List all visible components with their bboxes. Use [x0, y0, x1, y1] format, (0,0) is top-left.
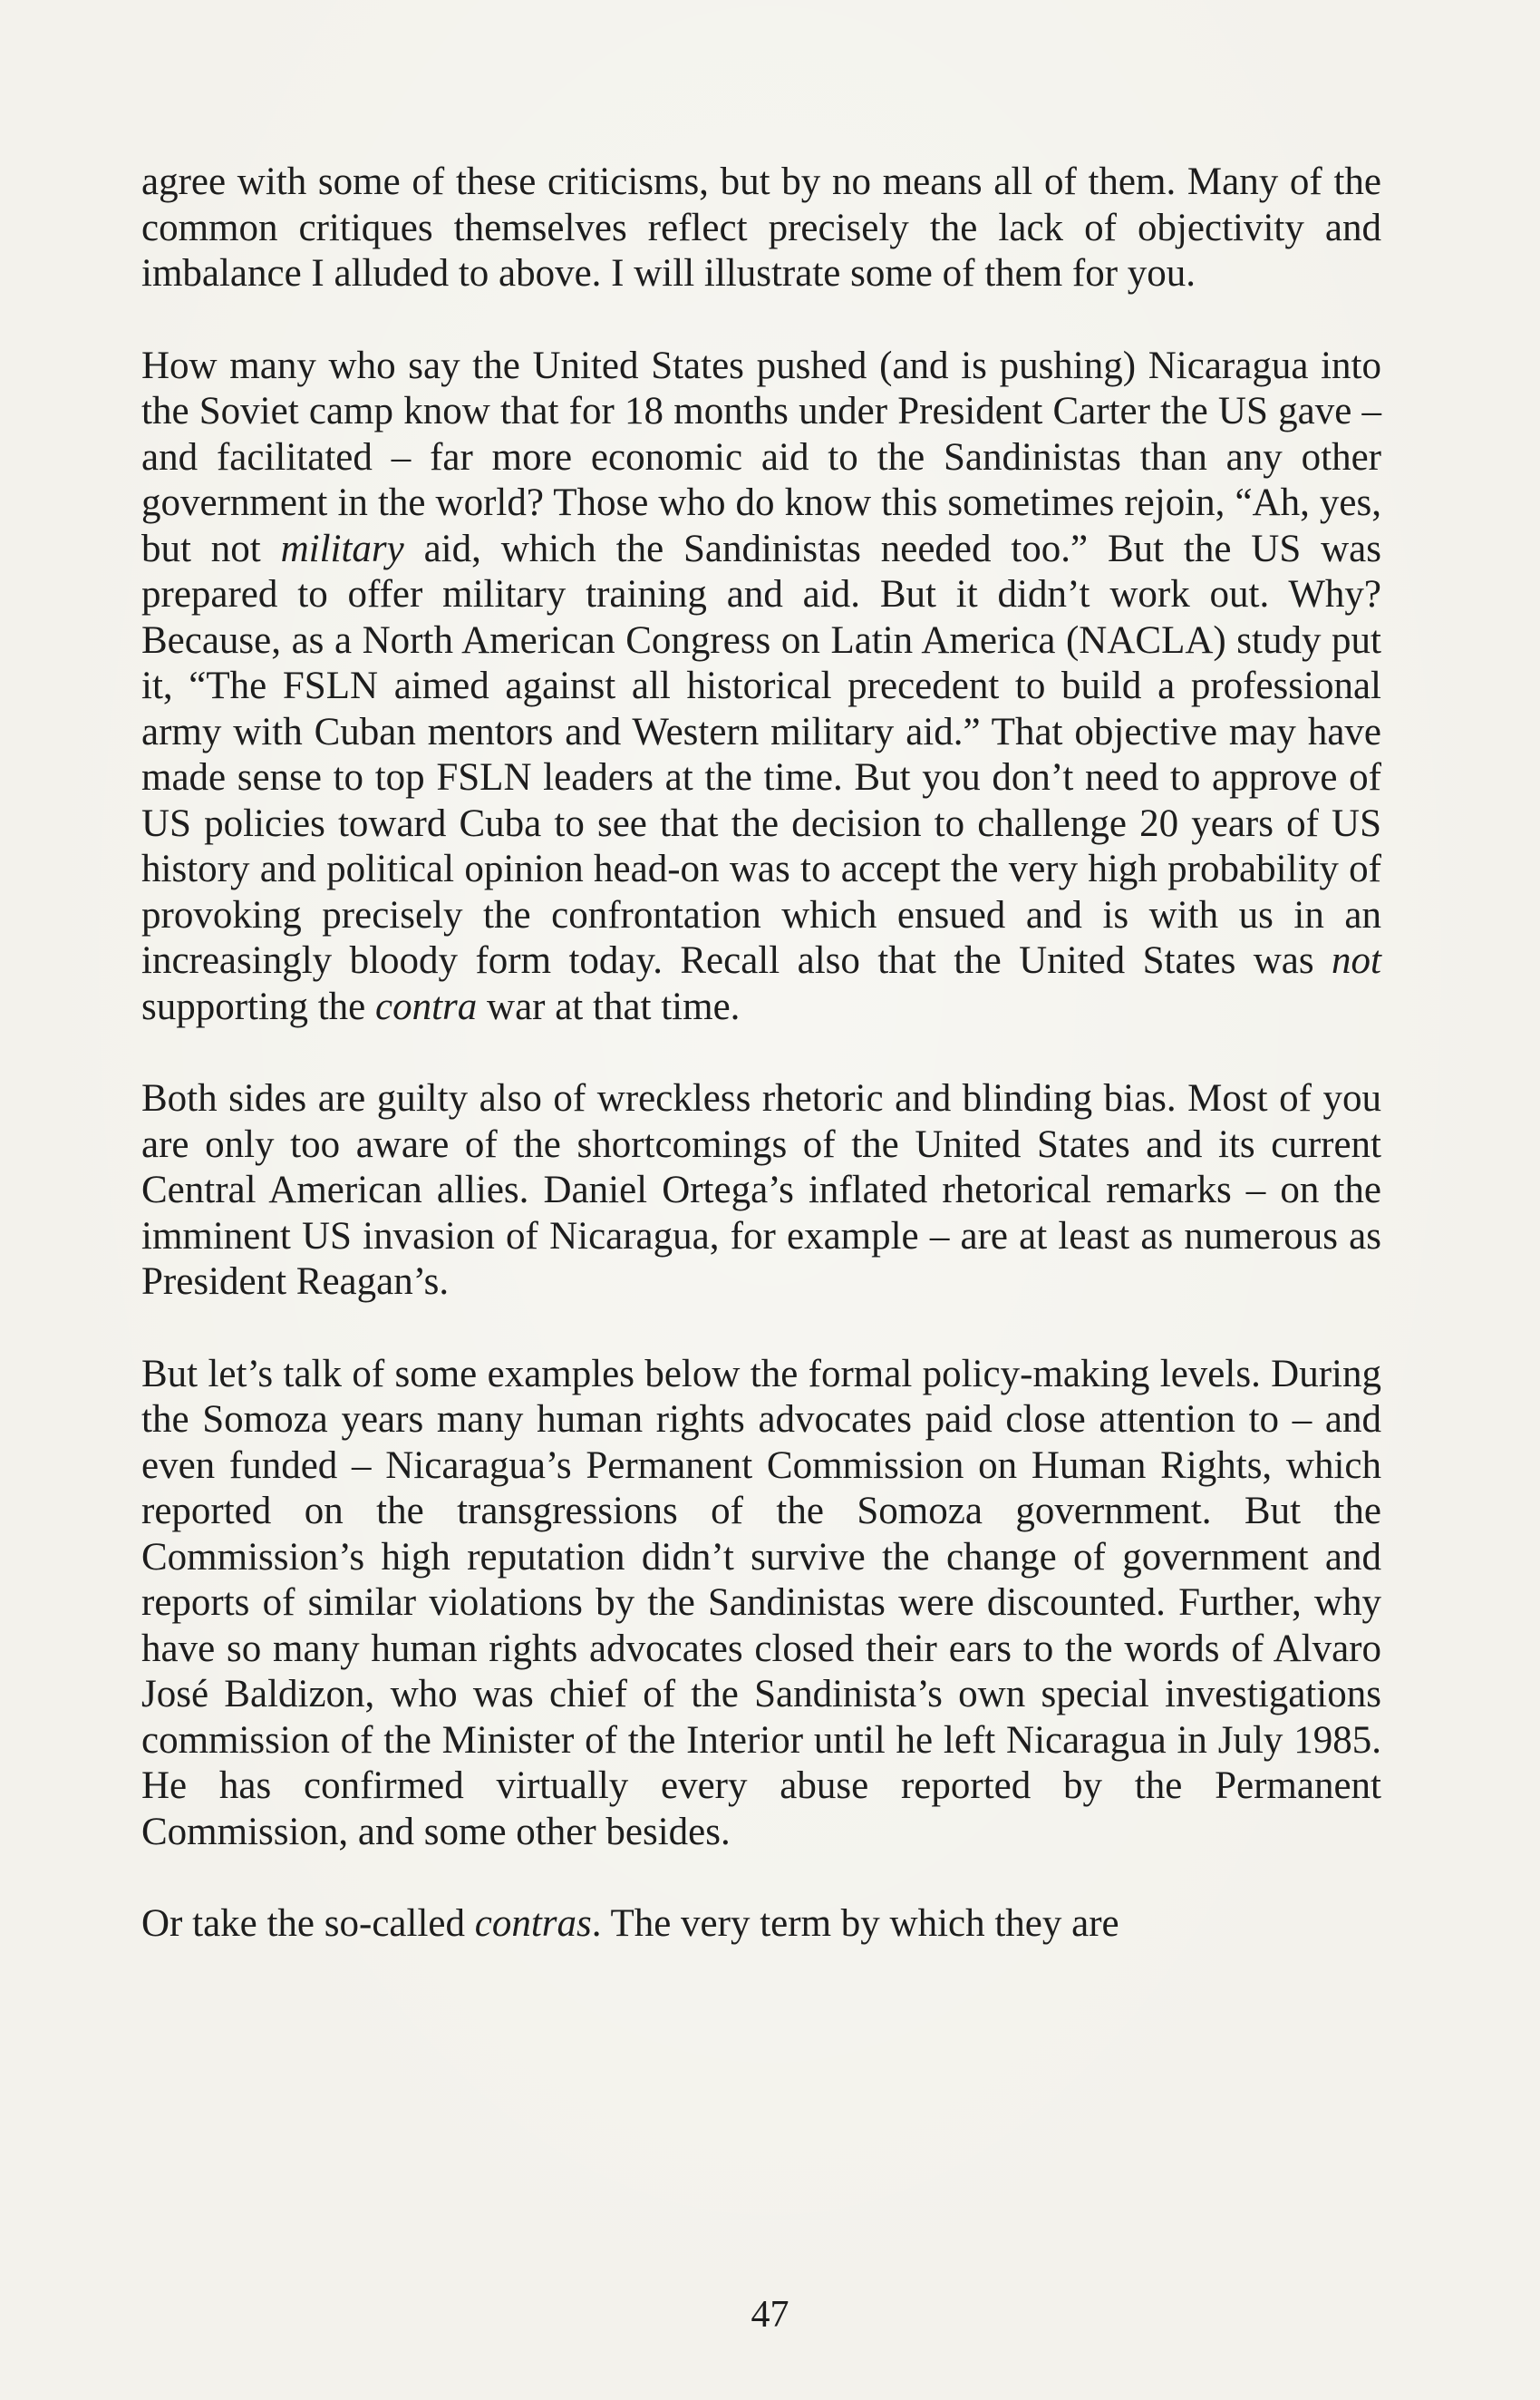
italic-text: military	[280, 527, 404, 570]
text-run: war at that time.	[477, 985, 741, 1028]
text-run: But let’s talk of some examples below the formal policy-making levels. During the Somoza years many human rights advocates paid close attention to – and even funded – Nicaragua’s Permanent Commission on Human Rights, which reported on the transgressions of the Somoza government. But the Commission’s high reputation didn’t survive the change of government and reports of similar violations by the Sandinistas were discounted. Further, why have so many human rights advocates closed their ears to the words of Alvaro José Baldizon, who was chief of the Sandinista’s own special investigations commission of the Minister of the Interior until he left Nicaragua in July 1985. He has confirmed virtually every abuse reported by the Permanent Commission, and some other besides.	[141, 1352, 1381, 1853]
text-run: How many who say the United States pushed (and is pushing) Nicaragua into the Soviet camp know that for 18 months under President Carter the US gave – and facilitated – far more economic aid to the Sandinistas than any other government in the world? Those who do know this sometimes rejoin, “Ah, yes, but not	[141, 344, 1381, 570]
text-run: Or take the so-called	[141, 1902, 475, 1945]
text-run: agree with some of these criticisms, but by no means all of them. Many of the common critiques themselves reflect precisely the lack of objectivity and imbalance I alluded to above. I will illustrate some of them for you.	[141, 160, 1381, 295]
paragraph	[141, 1901, 1381, 1948]
text-run: supporting the	[141, 985, 375, 1028]
text-run: Both sides are guilty also of wreckless rhetoric and blinding bias. Most of you are only too aware of the shortcomings of the United States and its current Central American allies. Daniel Ortega’s inflated rhetorical remarks – on the imminent US invasion of Nicaragua, for example – are at least as numerous as President Reagan’s.	[141, 1077, 1381, 1303]
body-text	[141, 160, 1381, 1948]
italic-text: not	[1332, 939, 1381, 982]
text-run: aid, which the Sandinistas needed too.” But the US was prepared to offer military training and aid. But it didn’t work out. Why? Because, as a North American Congress on Latin America (NACLA) study put it, “The FSLN aimed against all historical precedent to build a professional army with Cuban mentors and Western military aid.” That objective may have made sense to top FSLN leaders at the time. But you don’t need to approve of US policies toward Cuba to see that the decision to challenge 20 years of US history and political opinion head-on was to accept the very high probability of provoking precisely the confrontation which ensued and is with us in an increasingly bloody form today. Recall also that the United States was	[141, 527, 1381, 982]
paragraph	[141, 1352, 1381, 1856]
italic-text: contras	[474, 1902, 592, 1945]
text-run: . The very term by which they are	[591, 1902, 1119, 1945]
paragraph	[141, 344, 1381, 1031]
italic-text: contra	[374, 985, 478, 1028]
paragraph	[141, 160, 1381, 297]
page-number: 47	[751, 2294, 789, 2336]
paragraph	[141, 1076, 1381, 1306]
